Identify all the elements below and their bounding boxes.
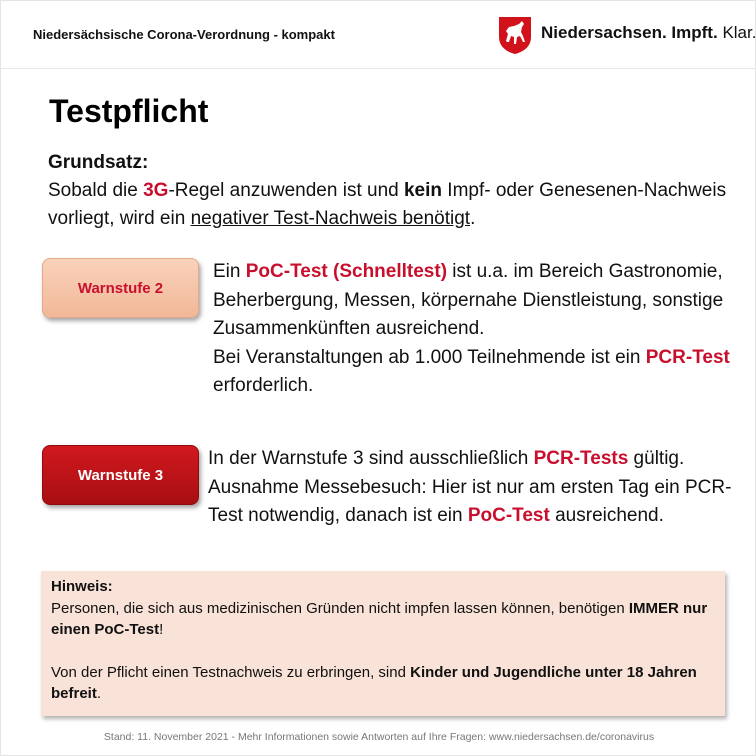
grundsatz-3g: 3G [143, 180, 169, 201]
lower-saxony-horse-crest-icon [497, 15, 533, 55]
hinweis-p1-end: ! [159, 621, 164, 638]
grundsatz-text-1: Sobald die [48, 180, 144, 201]
w2-text-2: ist u.a. im Bereich Gastronomie, Beherbergung, Messen, körpernahe Dienstleistung, sonstige Zusammenkünften ausreichend. [213, 261, 724, 339]
grundsatz-label: Grundsatz: [48, 152, 149, 173]
warnstufe-2-badge: Warnstufe 2 [42, 258, 199, 318]
w2-poc-test: PoC-Test (Schnelltest) [245, 261, 448, 282]
brand-slogan [541, 23, 756, 43]
footer-note: Stand: 11. November 2021 - Mehr Informationen sowie Antworten auf Ihre Fragen: www.niedersachsen.de/coronavirus [103, 731, 655, 743]
hinweis-p1-text: Personen, die sich aus medizinischen Gründen nicht impfen lassen können, benötigen [51, 599, 629, 617]
page-title: Testpflicht [49, 93, 209, 129]
w3-text-3: ausreichend. [549, 505, 664, 526]
grundsatz-negativer-test: negativer Test-Nachweis benötigt [190, 208, 471, 229]
hinweis-p1-bold: IMMER nur einen PoC-Test [51, 599, 708, 638]
w2-text-4: erforderlich. [213, 375, 314, 396]
grundsatz-text-2: -Regel anzuwenden ist und [168, 180, 404, 201]
w2-text-3: Bei Veranstaltungen ab 1.000 Teilnehmende ist ein [213, 346, 646, 368]
warnstufe-3-badge: Warnstufe 3 [42, 445, 199, 505]
w3-text-1: In der Warnstufe 3 sind ausschließlich [208, 448, 534, 469]
grundsatz-text-3: Impf- oder Genesenen-Nachweis vorliegt, wird ein [48, 180, 727, 229]
hinweis-spacer [51, 641, 715, 662]
grundsatz-kein: kein [403, 180, 443, 201]
brand-part-2: Impft. [671, 23, 718, 42]
hinweis-box [41, 571, 725, 716]
w2-text-1: Ein [213, 261, 246, 282]
warnstufe-3-text [208, 445, 748, 531]
w3-text-2: gültig. Ausnahme Messebesuch: Hier ist nur am ersten Tag ein PCR-Test notwendig, danach ist ein [208, 448, 732, 526]
w3-poc-test: PoC-Test [467, 505, 550, 526]
w2-pcr-test: PCR-Test [645, 346, 730, 368]
header-title: Niedersächsische Corona-Verordnung - kompakt [33, 27, 335, 42]
warnstufe-2-text [213, 258, 743, 401]
w3-pcr-tests: PCR-Tests [533, 448, 629, 469]
brand-part-1: Niedersachsen. [541, 23, 667, 42]
grundsatz-text-4: . [470, 208, 476, 229]
grundsatz-block [48, 149, 738, 233]
hinweis-p2-bold: Kinder und Jugendliche unter 18 Jahren befreit [51, 663, 697, 702]
hinweis-label: Hinweis: [51, 578, 113, 595]
header [1, 1, 756, 69]
hinweis-p2-end: . [96, 685, 102, 702]
brand-part-3: Klar. [722, 23, 756, 42]
hinweis-p2-text: Von der Pflicht einen Testnachweis zu erbringen, sind [51, 663, 411, 681]
